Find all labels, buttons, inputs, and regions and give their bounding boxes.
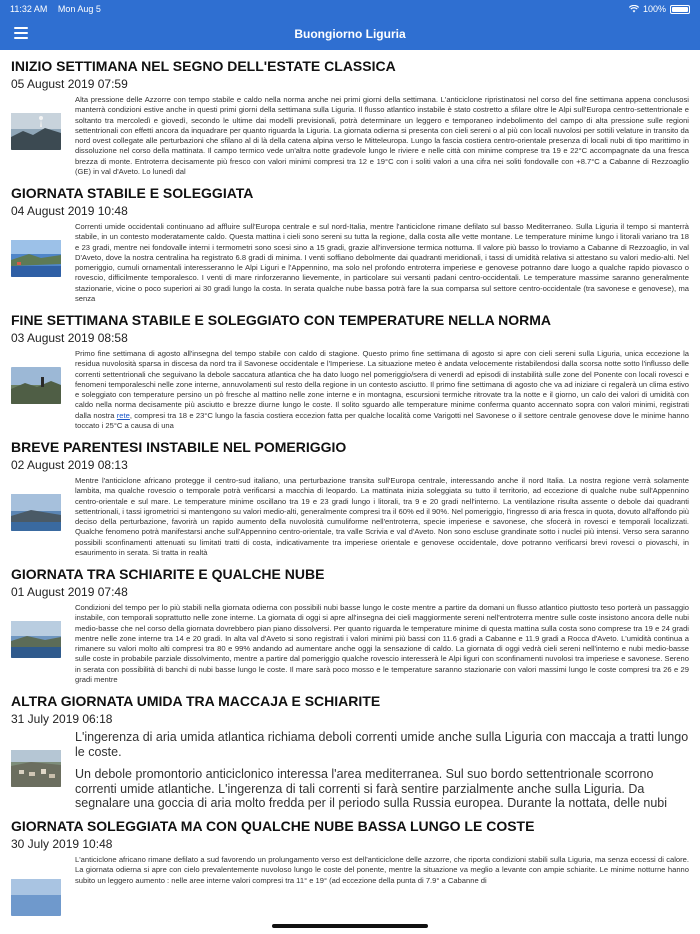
article-thumbnail[interactable] (11, 750, 61, 787)
article-item[interactable] (0, 685, 700, 810)
battery-percent: 100% (642, 4, 666, 14)
article-date: 03 August 2019 08:58 (11, 331, 128, 345)
article-excerpt (75, 730, 689, 810)
nav-bar (0, 18, 700, 50)
article-list[interactable] (0, 50, 700, 934)
article-date: 31 July 2019 06:18 (11, 712, 113, 726)
app-title: Buongiorno Liguria (294, 27, 406, 41)
wifi-icon (629, 5, 639, 13)
article-paragraph: Un debole promontorio anticiclonico interessa l'area mediterranea. Sul suo bordo settentrionale scorrono correnti umide atlantiche. L'ingerenza di tali correnti si farà sentire parzialmente anche sulla Liguria. Da segnalare una goccia di aria molto fredda per il periodo sulla Russia europea. Durante la nottata, delle nubi (75, 767, 668, 810)
article-date: 05 August 2019 07:59 (11, 77, 128, 91)
article-thumbnail[interactable] (11, 621, 61, 658)
article-item[interactable] (0, 177, 700, 304)
article-item[interactable] (0, 431, 700, 558)
article-thumbnail[interactable] (11, 879, 61, 916)
article-date: 02 August 2019 08:13 (11, 458, 128, 472)
article-item[interactable] (0, 810, 700, 934)
article-title[interactable]: GIORNATA TRA SCHIARITE E QUALCHE NUBE (11, 566, 325, 582)
article-title[interactable]: GIORNATA STABILE E SOLEGGIATA (11, 185, 254, 201)
article-paragraph: L'ingerenza di aria umida atlantica richiama deboli correnti umide anche sulla Liguria con maccaja a tratti lungo le coste. (75, 730, 689, 759)
article-excerpt: Mentre l'anticiclone africano protegge il centro-sud italiano, una perturbazione transita sull'Europa centrale, interessando anche il nord Italia. La nostra regione verrà solamente lambita, ma qualche rovescio o temporale potrà verificarsi a macchia di leopardo. La mattinata inizia soleggiata su tutto il territorio, ad eccezione di qualche nube sull'Appennino centro-orientale e sul mare. Le temperature minime oscillano tra 19 e 23 gradi lungo i litorali, tra 9 e 20 gradi nell'interno. La ventilazione risulta assente o debole dai quadranti settentrionali, i tassi igrometrici si mantengono su valori medio-alti, generalmente compresi tra il 60% ed il 90%. Nel pomeriggio, l'ingresso di aria fresca in quota, dovuto all'affondo più deciso della perturbazione, favorirà un rapido aumento della nuvolosità cumuliforme nell'entroterra, specie imperiese e savonese, che sfocerà in rovesci e temporali localizzati. Qualche fenomeno potrà manifestarsi anche sull'Appennino centro-orientale, tra valle Scrivia e val d'Aveto. Non sono escluse grandinate sotto i nuclei più intensi. Verso sera saranno possibili sconfinamenti attenuati su limitati tratti di costa, indicativamente tra imperiese orientale e genovese occidentale, dove potranno verificarsi brevi rovesci o piovaschi, in esaurimento in serata. Si tratta in realtà (75, 476, 689, 558)
article-excerpt (75, 349, 689, 431)
article-title[interactable]: ALTRA GIORNATA UMIDA TRA MACCAJA E SCHIARITE (11, 693, 381, 709)
article-excerpt-text-continued: , compresi tra 18 e 23°C lungo la fascia costiera eccezion fatta per qualche località come Varigotti nel Savonese o il settore centrale genovese dove le minime hanno toccato i 25°C a causa di una (75, 410, 689, 431)
article-thumbnail[interactable] (11, 367, 61, 404)
article-title[interactable]: GIORNATA SOLEGGIATA MA CON QUALCHE NUBE BASSA LUNGO LE COSTE (11, 818, 535, 834)
hamburger-menu-icon[interactable] (14, 27, 28, 39)
article-item[interactable] (0, 304, 700, 431)
article-date: 30 July 2019 10:48 (11, 837, 113, 851)
article-excerpt: Alta pressione delle Azzorre con tempo stabile e caldo nella norma anche nei primi giorni della settimana. L'anticiclone ripristinatosi nel corso del fine settimana appena conclusosi manterrà condizioni estive anche in questi primi giorni della settimana sulla Liguria. Il flusso atlantico instabile è stato costretto a sfilare oltre le Alpi sull'Europa centro-settentrionale e soltanto tra mercoledì e giovedì, secondo le ultime dai modelli previsionali, potrà determinare un leggero e temporaneo indebolimento del campo di alta pressione sulle regioni settentrionali con effetti ancora da inquadrare per quanto riguarda la Liguria. La giornata odierna si presenta con cieli sereni o al più con locali nuvolosi per sottili velature in transito da nord ovest collegate alle perturbazioni che sfilano al di là della catena alpina verso le Mitteleuropa. Lungo la fascia costiera centro-orientale presenza di locali nubi di tipo marittimo in dissoluzione nel corso della mattinata. Il campo termico vede un'altra notte gradevole lungo le riviere e nelle città con minime comprese tra 19 e 22°C accompagnate da una fresca brezza di monte. Entroterra decisamente più fresco con valori minimi compresi tra 12 e 19°C con i soliti valori a una cifra nei soliti fondovalle con +8.7°C a Cabanne di Rezzoaglio (GE) in val d'Aveto. Lo lunedì dal (75, 95, 689, 177)
article-excerpt: Condizioni del tempo per lo più stabili nella giornata odierna con possibili nubi basse lungo le coste mentre a partire da domani un flusso atlantico piuttosto teso porterà un passaggio instabile, con temporali soprattutto nelle zone interne. La giornata di oggi si apre all'insegna dei cieli maggiormente sereni nell'entroterra mentre sulle coste insistono ancora delle nubi medio-basse che nel corso della giornata dovrebbero pian piano dissolversi. Per quanto riguarda le temperature minime di questa mattina sulla costa sono comprese tra 19 e 24 gradi mentre nelle zone interne tra 14 e 20 gradi. In alta val d'Aveto si sono registrati i valori minimi più bassi con 11.6 gradi a Cabanne e 11.9 gradi a Rocca d'Aveto. L'umidità continua a rimanere su valori molto alti compresi tra 80 e 99% andando ad aumentare anche oggi la sensazione di caldo. La giornata di oggi vedrà cieli sereni nell'interno e nubi medio-basse sulle coste in probabile parziale dissolvimento, mentre a partire dal pomeriggio qualche rovescio interesserà le Alpi liguri con sconfinamenti nuvolosi tra imperiese e savonese. Sereno in serata con possibilità di banchi di nubi basse lungo le coste. Il mare sarà poco mosso e le temperature saranno stazionarie con valori massimi lungo le coste compresi tra 26 e 29 gradi mentre (75, 603, 689, 685)
article-excerpt: L'anticiclone africano rimane defilato a sud favorendo un prolungamento verso est dell'anticiclone delle azzorre, che riporta condizioni stabili sulla Liguria, ma senza eccessi di calore. La giornata odierna si apre con cielo prevalentemente nuvoloso lungo le coste del ponente, mentre la situazione va meglio a levante con ampie schiarite. Le minime notturne hanno subito un leggero aumento : nelle aree interne valori compresi tra 11° e 19° (ad eccezione della punta di 7.9° a Cabanne di (75, 855, 689, 885)
home-indicator[interactable] (272, 924, 428, 928)
article-title[interactable]: INIZIO SETTIMANA NEL SEGNO DELL'ESTATE CLASSICA (11, 58, 396, 74)
status-date: Mon Aug 5 (57, 4, 101, 14)
article-thumbnail[interactable] (11, 240, 61, 277)
article-excerpt-text: Primo fine settimana di agosto all'insegna del tempo stabile con caldo di stagione. Questo primo fine settimana di agosto si apre con cieli sereni sulla Liguria, unica eccezione la residua nuvolosità sparsa in discesa da nord tra il Savonese occidentale e l'Imperiese. La situazione meteo è andata velocemente ristabilendosi dalla scorsa notte sotto l'influsso delle correnti settentrionali che seguivano la debole saccatura atlantica che ha dato luogo nel pomeriggio/sera di venerdì ad episodi di instabilità sulle zone del Ponente con locali rovesci e fenomeni temporaleschi nelle zone interne, annuvolamenti sul resto della regione in un contesto asciutto. Il primo fine settimana di agosto che va ad iniziare ci regalerà un clima estivo e soleggiato con temperature persino un pò fresche al mattino nelle zone interne e in montagna, escursioni termiche ritrovate tra la notte e il giorno, un calo dei valori di umidità con caldo nella norma decisamente più asciutto e brezze diurne lungo le coste. Il solito sguardo alle temperature minime conferma quanto accennato sopra con valori minimi, registrati dalla nostra (75, 349, 689, 420)
article-item[interactable] (0, 558, 700, 685)
article-excerpt: Correnti umide occidentali continuano ad affluire sull'Europa centrale e sul nord-Italia, mentre l'anticiclone rimane defilato sul basso Mediterraneo. Sulla Liguria il tempo si manterrà stabile, in un contesto moderatamente caldo. Questa mattina i cieli sono sereni su tutta la regione, dalla costa alle vette montane. Le temperature minime lungo i litorali variano tra 18 e 23 gradi, mentre nei fondovalle interni i termometri sono scesi sino a 15 gradi, grazie all'inversione termica notturna. Il valore più basso lo troviamo a Cabanne di Rezzoaglio, in val D'Aveto, dove la nostra centralina ha registrato 6.8 gradi di minima. I venti soffiano debolmente dai quadranti meridionali, i tassi di umidità relativa si attestano su valori medio-alti. Nel pomeriggio, cumuli ornamentali interesseranno le Alpi Liguri e l'Appennino, ma solo nel profondo entroterra imperiese e genovese potranno dare luogo a qualche rapido piovasco o rovescio, difficilmente temporalesco. I venti di mare rinforzeranno lievemente, in particolare sui versanti padani centro-occidentali. Le temperature massime saranno generalmente stazionarie, vicine o poco superiori ai 30 gradi lungo la costa. In serata qualche nube bassa potrà fare la sua comparsa sul settore centro-occidentale (tra savonese e genovese), ma senza (75, 222, 689, 304)
network-link[interactable]: rete (116, 410, 130, 420)
status-bar (0, 0, 700, 18)
battery-icon (670, 5, 690, 14)
article-item[interactable] (0, 50, 700, 177)
article-title[interactable]: BREVE PARENTESI INSTABILE NEL POMERIGGIO (11, 439, 347, 455)
status-time: 11:32 AM (10, 4, 48, 14)
article-title[interactable]: FINE SETTIMANA STABILE E SOLEGGIATO CON TEMPERATURE NELLA NORMA (11, 312, 552, 328)
article-thumbnail[interactable] (11, 494, 61, 531)
article-date: 01 August 2019 07:48 (11, 585, 128, 599)
article-thumbnail[interactable] (11, 113, 61, 150)
article-date: 04 August 2019 10:48 (11, 204, 128, 218)
